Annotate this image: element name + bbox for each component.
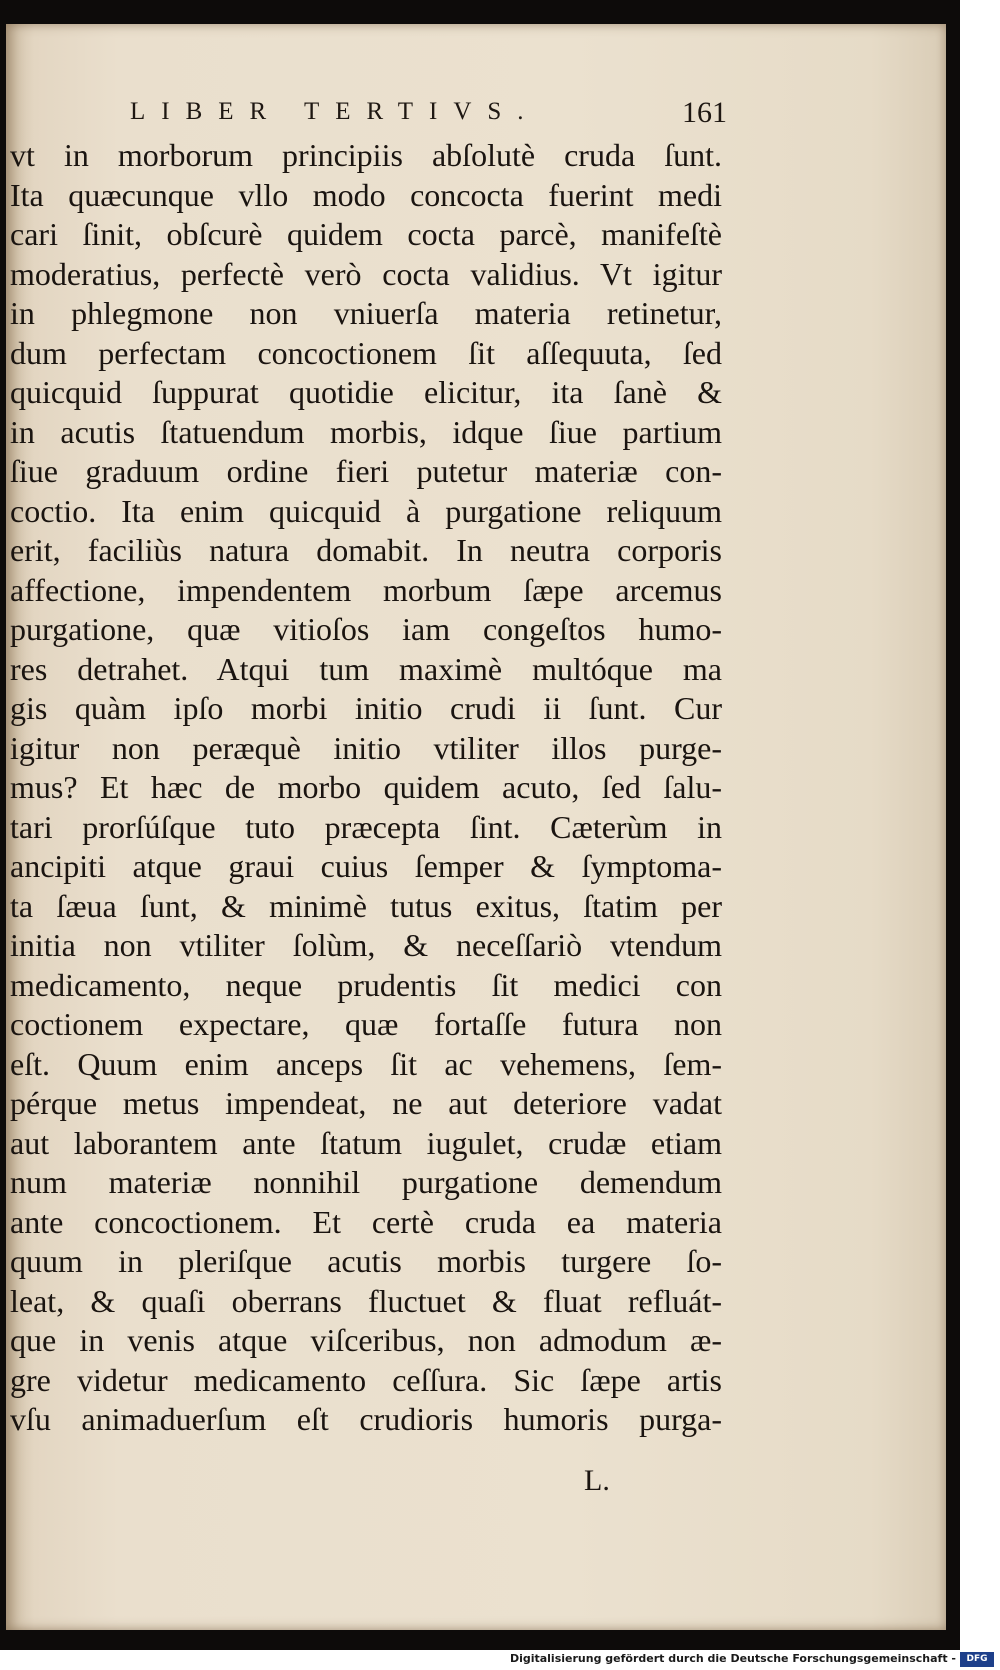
text-line: quum in pleriſque acutis morbis turgere ſo- xyxy=(10,1243,722,1279)
text-line: quicquid ſuppurat quotidie elicitur, ita ſanè & xyxy=(10,374,722,410)
text-line: ſiue graduum ordine fieri putetur materiæ con- xyxy=(10,453,722,489)
text-block xyxy=(10,136,722,1440)
running-head: LIBER TERTIVS. xyxy=(130,98,540,125)
text-line: res detrahet. Atqui tum maximè multóque ma xyxy=(10,650,722,687)
text-line: dum perfectam concoctionem ſit aſſequuta, ſed xyxy=(10,334,722,371)
text-line: igitur non peræquè initio vtiliter illos purge- xyxy=(10,729,722,766)
text-line: cari ſinit, obſcurè quidem cocta parcè, manifeſtè xyxy=(10,216,722,252)
text-line: gis quàm ipſo morbi initio crudi ii ſunt. Cur xyxy=(10,690,722,726)
text-line: coctio. Ita enim quicquid à purgatione reliquum xyxy=(10,492,722,529)
text-line: vt in morborum principiis abſolutè cruda ſunt. xyxy=(10,137,722,173)
funding-credit: Digitalisierung gefördert durch die Deutsche Forschungsgemeinschaft - xyxy=(509,1652,956,1665)
dfg-logo: DFG xyxy=(960,1652,994,1667)
footer-bar xyxy=(0,1650,1000,1670)
text-line: aut laborantem ante ſtatum iugulet, crudæ etiam xyxy=(10,1124,722,1161)
catchword: L. xyxy=(584,1464,610,1497)
text-line: eſt. Quum enim anceps ſit ac vehemens, ſem- xyxy=(10,1045,722,1082)
folio-number: 161 xyxy=(682,96,727,129)
text-line: initia non vtiliter ſolùm, & neceſſariò vtendum xyxy=(10,927,722,963)
text-line: affectione, impendentem morbum ſæpe arcemus xyxy=(10,571,722,608)
text-line: vſu animaduerſum eſt crudioris humoris purga- xyxy=(10,1401,722,1437)
text-line: gre videtur medicamento ceſſura. Sic ſæpe artis xyxy=(10,1361,722,1398)
text-line: Ita quæcunque vllo modo concocta fuerint medi xyxy=(10,176,722,213)
text-line: leat, & quaſi oberrans fluctuet & fluat refluát- xyxy=(10,1282,722,1319)
text-line: purgatione, quæ vitioſos iam congeſtos humo- xyxy=(10,611,722,647)
text-line: tari prorſúſque tuto præcepta ſint. Cæterùm in xyxy=(10,808,722,845)
text-line: erit, faciliùs natura domabit. In neutra corporis xyxy=(10,532,722,568)
text-line: ta ſæua ſunt, & minimè tutus exitus, ſtatim per xyxy=(10,887,722,924)
book-page xyxy=(6,24,946,1630)
text-line: mus? Et hæc de morbo quidem acuto, ſed ſalu- xyxy=(10,769,722,805)
text-line: que in venis atque viſceribus, non admodum æ- xyxy=(10,1322,722,1358)
text-line: pérque metus impendeat, ne aut deteriore vadat xyxy=(10,1085,722,1121)
text-line: in phlegmone non vniuerſa materia retinetur, xyxy=(10,295,722,331)
text-line: medicamento, neque prudentis ſit medici con xyxy=(10,966,722,1003)
text-line: num materiæ nonnihil purgatione demendum xyxy=(10,1164,722,1200)
text-line: coctionem expectare, quæ fortaſſe futura non xyxy=(10,1006,722,1042)
text-line: moderatius, perfectè verò cocta validius. Vt igitur xyxy=(10,255,722,292)
text-line: in acutis ſtatuendum morbis, idque ſiue partium xyxy=(10,413,722,450)
text-line: ancipiti atque graui cuius ſemper & ſymptoma- xyxy=(10,848,722,884)
text-line: ante concoctionem. Et certè cruda ea materia xyxy=(10,1203,722,1240)
page-header xyxy=(6,92,946,136)
